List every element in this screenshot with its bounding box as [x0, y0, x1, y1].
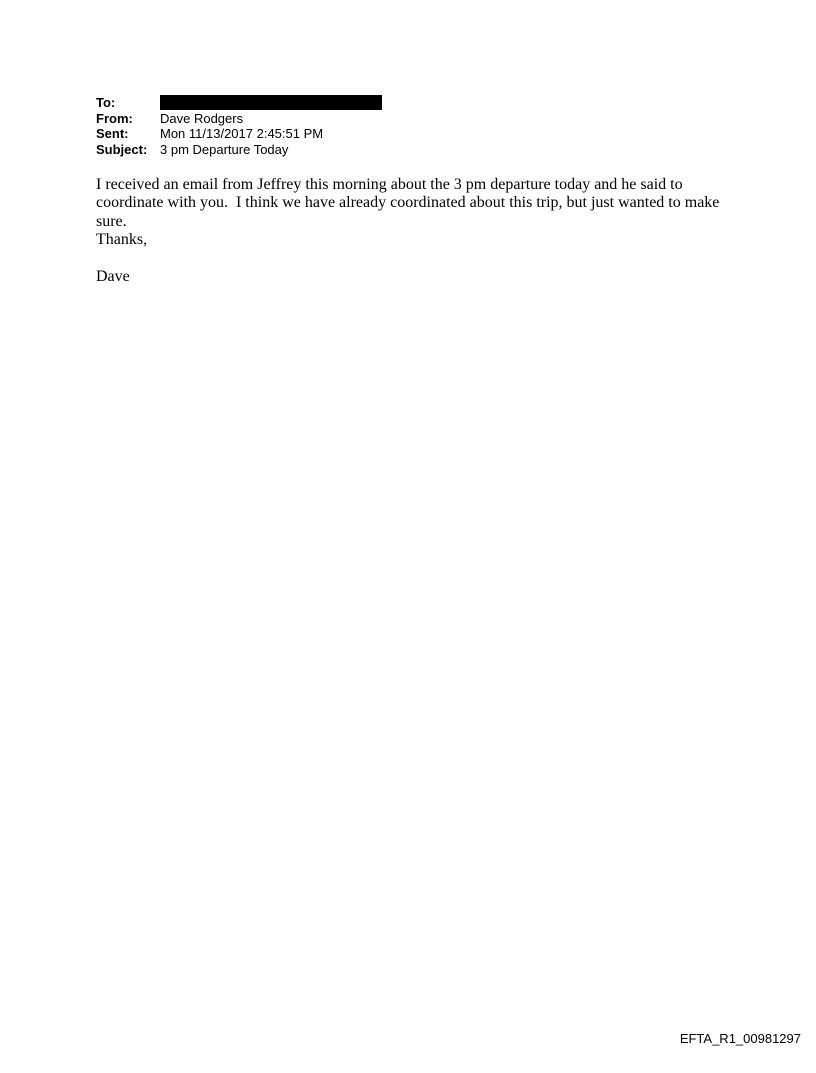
to-label: To:: [96, 95, 116, 110]
closing-line: Thanks,: [96, 231, 148, 249]
subject-label: Subject:: [96, 141, 148, 157]
sent-label: Sent:: [96, 126, 129, 141]
subject-row: [96, 142, 382, 158]
to-row: [96, 95, 382, 111]
from-value: Dave Rodgers: [160, 110, 244, 126]
subject-value: 3 pm Departure Today: [160, 141, 289, 157]
body-paragraph: I received an email from Jeffrey this morning about the 3 pm departure today and he said to coordinate with you. I think we have already coordinated about this trip, but just wanted to make sure.: [96, 176, 724, 230]
document-id: EFTA_R1_00981297: [679, 1031, 801, 1046]
from-label: From:: [96, 110, 133, 126]
email-header: [96, 95, 382, 157]
from-row: [96, 111, 382, 127]
sent-row: [96, 126, 382, 142]
email-body: [96, 176, 736, 286]
sent-value: Mon 11/13/2017 2:45:51 PM: [160, 126, 324, 141]
to-value: [160, 95, 382, 111]
redaction-block: [160, 95, 382, 110]
signature: Dave: [96, 268, 130, 286]
